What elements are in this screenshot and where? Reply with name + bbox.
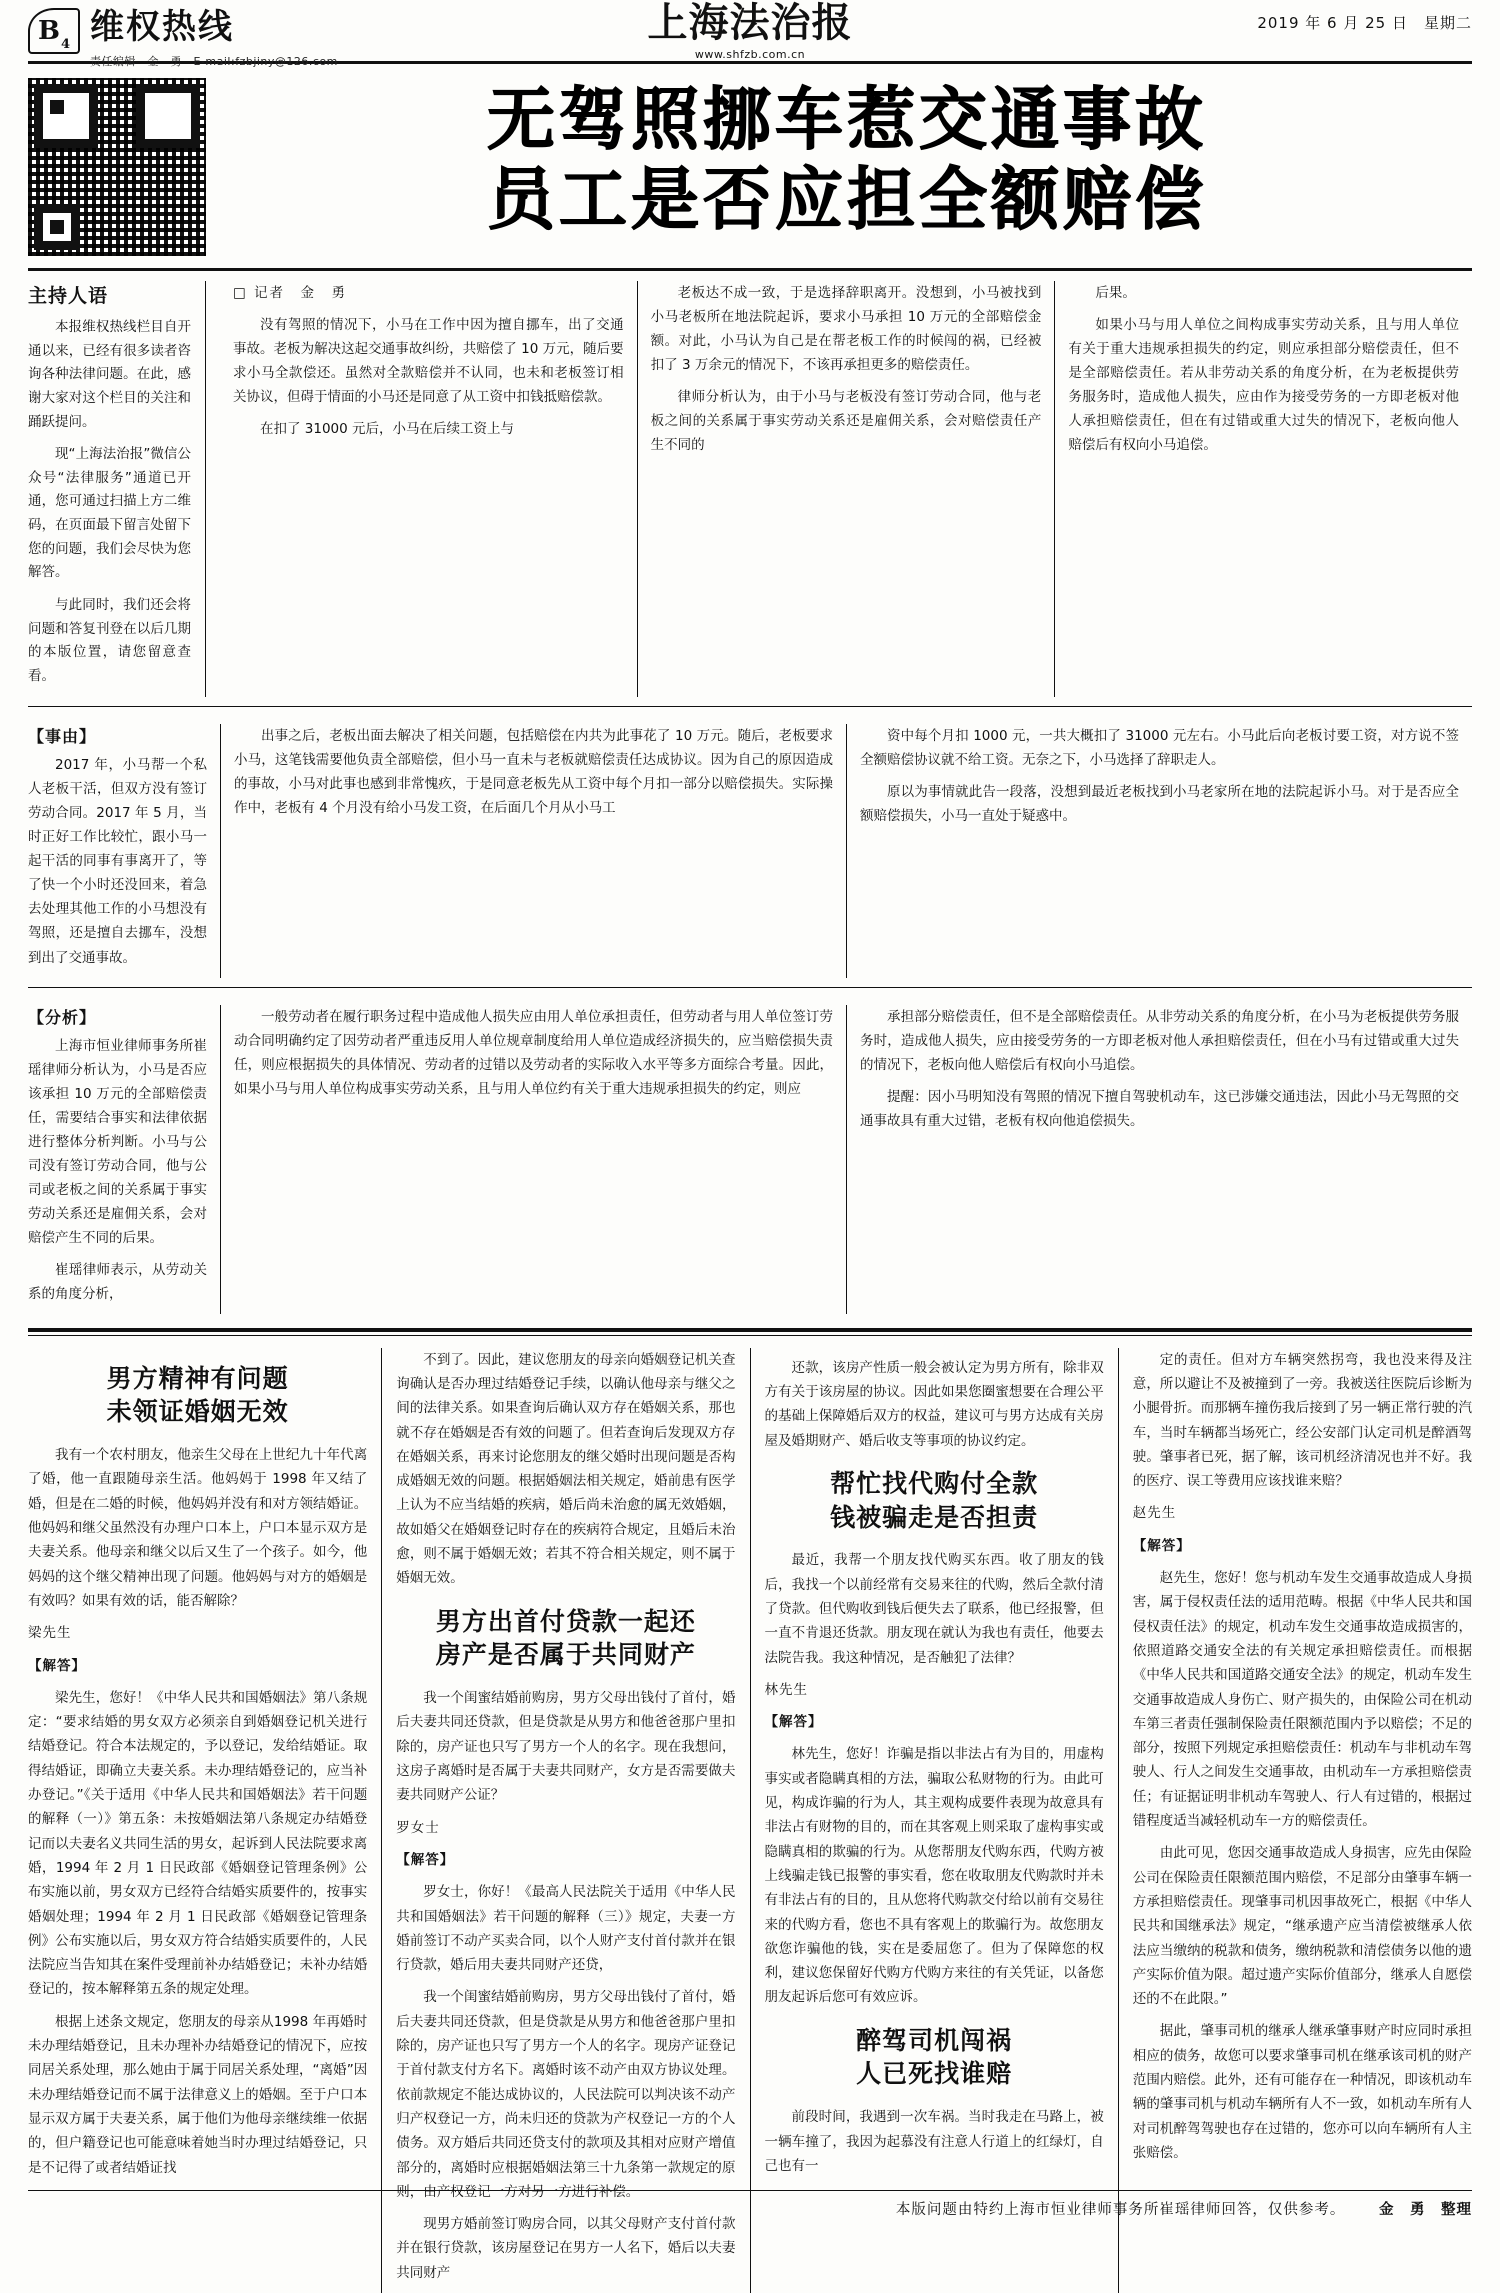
footer-note: 本版问题由特约上海市恒业律师事务所崔瑶律师回答，仅供参考。 <box>895 2202 1346 2218</box>
analysis-paragraph: 提醒：因小马明知没有驾照的情况下擅自驾驶机动车，这已涉嫌交通违法，因此小马无驾照的交通事故具有重大过错，老板有权向他追偿损失。 <box>860 1088 1459 1129</box>
host-column-title: 主持人语 <box>28 285 109 307</box>
qa-answer-label: 【解答】 <box>396 1851 455 1868</box>
divider-under-headline <box>28 268 1472 271</box>
qa-title-line: 醉驾司机闯祸 <box>856 2025 1013 2055</box>
qa-question: 最近，我帮一个朋友找代购买东西。收了朋友的钱后，我找一个以前经常有交易来往的代购，然后全款付清了贷款。但代购收到钱后便失去了联系，他已经报警，但一直不肯退还货款。朋友现在就认为我也有责任，他要去法院告我。我这种情况，是否触犯了法律？ <box>764 1552 1104 1666</box>
qa-question-continued: 定的责任。但对方车辆突然拐弯，我也没来得及注意，所以避让不及被撞到了一旁。我被送往医院后诊断为小腿骨折。而那辆车撞伤我后接到了另一辆正常行驶的汽车，当时车辆都当场死亡，经公安部门认定司机是醉酒驾驶。肇事者已死，据了解，该司机经济清况也并不好。我的医疗、误工等费用应该找谁来赔？ <box>1132 1351 1472 1490</box>
paper-url[interactable]: www.shfzb.com.cn <box>694 48 806 61</box>
headline-line-1: 无驾照挪车惹交通事故 <box>486 80 1207 160</box>
analysis-paragraph: 一般劳动者在履行职务过程中造成他人损失应由用人单位承担责任，但劳动者与用人单位签订劳动合同明确约定了因劳动者严重违反用人单位规章制度给用人单位造成经济损失的，应当赔偿损失责任，则应根据损失的具体情况、劳动者的过错以及劳动者的实际收入水平等多方面综合考量。因此，如果小马与用人单位构成事实劳动关系，且与用人单位约有关于重大违规承担损失的约定，则应 <box>234 1008 833 1097</box>
footer-credit: 金 勇 整理 <box>1379 2202 1472 2218</box>
section-header <box>90 8 338 69</box>
qa-answer: 赵先生，您好！您与机动车发生交通事故造成人身损害，属于侵权责任法的适用范畴。根据《中华人民共和国侵权责任法》的规定，机动车发生交通事故造成损害的，依照道路交通安全法的有关规定承担赔偿责任。而根据《中华人民共和国道路交通安全法》的规定，机动车发生交通事故造成人身伤亡、财产损失的，由保险公司在机动车第三者责任强制保险责任限额范围内予以赔偿；不足的部分，按照下列规定承担赔偿责任：机动车与非机动车驾驶人、行人之间发生交通事故，由机动车一方承担赔偿责任；有证据证明非机动车驾驶人、行人有过错的，根据过错程度适当减轻机动车一方的赔偿责任。 <box>1132 1570 1472 1830</box>
qa-signer: 林先生 <box>764 1681 808 1698</box>
qa-signer: 罗女士 <box>396 1819 440 1836</box>
page-badge-letter: B <box>37 16 60 46</box>
qr-code-icon[interactable] <box>28 78 206 256</box>
host-paragraph: 本报维权热线栏目自开通以来，已经有很多读者咨询各种法律问题。在此，感谢大家对这个栏目的关注和踊跃提问。 <box>28 319 191 430</box>
qa-answer: 我一个闺蜜结婚前购房，男方父母出钱付了首付，婚后夫妻共同还贷款，但是贷款是从男方和他爸爸那户里扣除的，房产证也只写了男方一个人的名字。现房产证登记于首付款支付方名下。离婚时该不动产由双方协议处理。依前款规定不能达成协议的，人民法院可以判决该不动产归产权登记一方，尚未归还的贷款为产权登记一方的个人债务。双方婚后共同还贷支付的款项及其相对应财产增值部分的，离婚时应根据婚姻法第三十九条第一款规定的原则，由产权登记一方对另一方进行补偿。 <box>396 1989 736 2200</box>
case-col-3 <box>846 724 1472 977</box>
footer <box>28 2190 1472 2219</box>
qa-column-1 <box>28 1348 381 2293</box>
qa-question: 我有一个农村朋友，他亲生父母在上世纪九十年代离了婚，他一直跟随母亲生活。他妈妈于 1998 年又结了婚，但是在二婚的时候，他妈妈并没有和对方领结婚证。他妈妈和继父虽然没有办理户口本上，户口本显示双方是夫妻关系。他母亲和继父以后又生了一个孩子。如今，他妈妈的这个继父精神出现了问题。他妈妈与对方的婚姻是有效吗？如果有效的话，能否解除？ <box>28 1447 368 1609</box>
qa-question: 前段时间，我遇到一次车祸。当时我走在马路上，被一辆车撞了，我因为起慕没有注意人行道上的红绿灯，自己也有一 <box>764 2109 1104 2174</box>
host-column <box>28 281 206 697</box>
qa-answer: 梁先生，您好！《中华人民共和国婚姻法》第八条规定：“要求结婚的男女双方必须亲自到婚姻登记机关进行结婚登记。符合本法规定的，予以登记，发给结婚证。取得结婚证，即确立夫妻关系。未办理结婚登记的，应当补办登记。”《关于适用《中华人民共和国婚姻法》若干问题的解释（一）》第五条：未按婚姻法第八条规定办结婚登记而以夫妻名义共同生活的男女，起诉到人民法院要求离婚，1994 年 2 月 1 日民政部《婚姻登记管理条例》公布实施以前，男女双方已经符合结婚实质要件的，按事实婚姻处理；1994 年 2 月 1 日民政部《婚姻登记管理条例》公布实施以后，男女双方符合结婚实质要件的，人民法院应当告知其在案件受理前补办结婚登记；未补办结婚登记的，按本解释第五条的规定处理。 <box>28 1689 368 1998</box>
section-title: 维权热线 <box>90 7 234 47</box>
lead-paragraph: 律师分析认为，由于小马与老板没有签订劳动合同，他与老板之间的关系属于事实劳动关系还是雇佣关系，会对赔偿责任产生不同的 <box>650 389 1042 454</box>
qa-answer-label: 【解答】 <box>28 1657 86 1674</box>
host-paragraph: 与此同时，我们还会将问题和答复刊登在以后几期的本版位置，请您留意查看。 <box>28 596 191 684</box>
analysis-paragraph: 承担部分赔偿责任，但不是全部赔偿责任。从非劳动关系的角度分析，在小马为老板提供劳务服务时，造成他人损失，应由接受劳务的一方即老板对他人承担赔偿责任，但在小马有过错或重大过失的情况下，老板向他人赔偿后有权向小马追偿。 <box>860 1008 1459 1073</box>
lead-paragraph: 在扣了 31000 元后，小马在后续工资上与 <box>260 421 515 438</box>
qa-title-line: 钱被骗走是否担责 <box>830 1502 1039 1532</box>
case-paragraph: 原以为事情就此告一段落，没想到最近老板找到小马老家所在地的法院起诉小马。对于是否应全额赔偿损失，小马一直处于疑惑中。 <box>860 784 1459 825</box>
byline: □ 记者 金 勇 <box>233 285 348 301</box>
qa-answer-continued-text: 还款，该房产性质一般会被认定为男方所有，除非双方有关于该房屋的协议。因此如果您圈蜜想要在合理公平的基础上保障婚后双方的权益，建议可与男方达成有关房屋及婚期财产、婚后收支等事项的协议约定。 <box>764 1359 1104 1449</box>
case-col-2 <box>220 724 846 977</box>
qa-column-2 <box>381 1348 749 2293</box>
lead-paragraph: 如果小马与用人单位之间构成事实劳动关系，且与用人单位有关于重大违规承担损失的约定，则应承担部分赔偿责任，但不是全部赔偿责任。若从非劳动关系的角度分析，在为老板提供劳务服务时，造成他人损失，应由作为接受劳务的一方即老板对他人承担赔偿责任，但在有过错或重大过失的情况下，老板向他人赔偿后有权向小马追偿。 <box>1068 317 1460 454</box>
qa-title-line: 人已死找谁赔 <box>856 2059 1013 2089</box>
qa-title-line: 男方出首付贷款一起还 <box>435 1606 696 1636</box>
qa-answer: 林先生，您好！诈骗是指以非法占有为目的，用虚构事实或者隐瞒真相的方法，骗取公私财物的行为。由此可见，构成诈骗的行为人，其主观构成要件表现为故意具有非法占有财物的目的，而在其客观上则采取了虚构事实或隐瞒真相的欺骗的行为。从您帮朋友代购东西，代购方被上线骗走钱已报警的事实看，您在收取朋友代购款时并未有非法占有的目的，且从您将代购款交付给以前有交易往来的代购方看，您也不具有客观上的欺骗行为。故您朋友欲您诈骗他的钱，实在是委屈您了。但为了保障您的权利，建议您保留好代购方代购方来往的有关凭证，以备您朋友起诉后您可有效应诉。 <box>764 1746 1104 2006</box>
analysis-paragraph: 崔瑶律师表示，从劳动关系的角度分析， <box>28 1261 207 1302</box>
section-editor-line: 责任编辑 金 勇 E-mail:fzbjiny@126.com <box>90 55 338 68</box>
analysis-paragraph: 上海市恒业律师事务所崔瑶律师分析认为，小马是否应该承担 10 万元的全部赔偿责任，需要结合事实和法律依据进行整体分析判断。小马与公司没有签订劳动合同，他与公司或老板之间的关系属于事实劳动关系还是雇佣关系，会对赔偿产生不同的后果。 <box>28 1037 207 1246</box>
lead-article-col-2 <box>637 281 1055 697</box>
analysis-col-1 <box>28 1005 220 1314</box>
qa-answer: 罗女士，你好！《最高人民法院关于适用《中华人民共和国婚姻法》若干问题的解释（三）》规定，夫妻一方婚前签订不动产买卖合同，以个人财产支付首付款并在银行贷款，婚后用夫妻共同财产还贷， <box>396 1884 736 1974</box>
analysis-col-3 <box>846 1005 1472 1314</box>
page-title <box>222 78 1472 256</box>
case-section <box>28 706 1472 977</box>
qa-title-3 <box>765 1467 1104 1535</box>
qa-answer: 根据上述条文规定，您朋友的母亲从1998 年再婚时未办理结婚登记，且未办理补办结婚登记的情况下，应按同居关系处理，那么她由于属于同居关系处理，“离婚”因未办理结婚登记而不属于法律意义上的婚姻。至于户口本显示双方属于夫妻关系，属于他们为他母亲继续维一依据的，但户籍登记也可能意味着她当时办理过结婚登记，只是不记得了或者结婚证找 <box>28 2013 368 2176</box>
headline-row <box>28 78 1472 256</box>
qa-question: 我一个闺蜜结婚前购房，男方父母出钱付了首付，婚后夫妻共同还贷款，但是贷款是从男方和他爸爸那户里扣除的，房产证也只写了男方一个人的名字。现在我想问，这房子离婚时是否属于夫妻共同财产，女方是否需要做夫妻共同财产公证？ <box>396 1690 736 1804</box>
qa-answer: 现男方婚前签订购房合同，以其父母财产支付首付款并在银行贷款，该房屋登记在男方一人名下，婚后以夫妻共同财产 <box>396 2216 736 2281</box>
qa-title-line: 男方精神有问题 <box>106 1363 289 1393</box>
qa-area <box>28 1348 1472 2293</box>
qa-answer: 由此可见，您因交通事故造成人身损害，应先由保险公司在保险责任限额范围内赔偿，不足部分由肇事车辆一方承担赔偿责任。现肇事司机因事故死亡，根据《中华人民共和国继承法》规定，“继承遗产应当清偿被继承人依法应当缴纳的税款和债务，缴纳税款和清偿债务以他的遗产实际价值为限。超过遗产实际价值部分，继承人自愿偿还的不在此限。” <box>1132 1845 1472 2008</box>
qa-column-4 <box>1118 1348 1472 2293</box>
top-article-area <box>28 281 1472 697</box>
headline-line-2: 员工是否应担全额赔偿 <box>486 160 1207 241</box>
analysis-section-label: 【分析】 <box>28 1007 97 1027</box>
page-badge <box>28 8 80 54</box>
paper-masthead <box>648 0 853 61</box>
qa-title-line: 房产是否属于共同财产 <box>435 1640 696 1670</box>
qa-title-line: 帮忙找代购付全款 <box>830 1468 1039 1498</box>
lead-article-col-1 <box>220 281 637 697</box>
lead-paragraph: 后果。 <box>1095 285 1136 301</box>
case-paragraph: 2017 年，小马帮一个私人老板干活，但双方没有签订劳动合同。2017 年 5 月，当时正好工作比较忙，跟小马一起干活的同事有事离开了，等了快一个小时还没回来，着急去处理其他工作的小马想没有驾照，还是擅自去挪车，没想到出了交通事故。 <box>28 757 207 966</box>
qa-title-line: 未领证婚姻无效 <box>106 1397 289 1427</box>
case-paragraph: 出事之后，老板出面去解决了相关问题，包括赔偿在内共为此事花了 10 万元。随后，老板要求小马，这笔钱需要他负责全部赔偿，但小马一直未与老板就赔偿责任达成协议。因为自己的原因造成的事故，小马对此事也感到非常愧疚，于是同意老板先从工资中每个月扣一部分以赔偿损失。实际操作中，老板有 4 个月没有给小马发工资，在后面几个月从小马工 <box>234 728 833 817</box>
lead-paragraph: 老板达不成一致，于是选择辞职离开。没想到，小马被找到小马老板所在地法院起诉，要求小马承担 10 万元的全部赔偿金额。对此，小马认为自己是在帮老板工作的时候闯的祸，已经被扣了 3 万余元的情况下，不该再承担更多的赔偿责任。 <box>650 285 1042 374</box>
host-paragraph: 现“上海法治报”微信公众号“法律服务”通道已开通，您可通过扫描上方二维码，在页面最下留言处留下您的问题，我们会尽快为您解答。 <box>28 446 191 581</box>
paper-name: 上海法治报 <box>647 0 853 46</box>
qa-answer-label: 【解答】 <box>1132 1537 1191 1554</box>
qa-answer-continued: 不到了。因此，建议您朋友的母亲向婚姻登记机关查询确认是否办理过结婚登记手续，以确认他母亲与继父之间的法律关系。如果查询后确认双方存在婚姻关系，那也就不存在婚姻是否有效的问题了。但若查询后发现双方存在婚姻关系，再来讨论您朋友的继父婚时出现问题是否构成婚姻无效的问题。根据婚姻法相关规定，婚前患有医学上认为不应当结婚的疾病，婚后尚未治愈的属无效婚姻，故如婚父在婚姻登记时存在的疾病符合规定，且婚后未治愈，则不属于婚姻无效；若其不符合相关规定，则不属于婚姻无效。 <box>396 1351 736 1587</box>
qa-title-1 <box>28 1362 367 1430</box>
issue-date: 2019 年 6 月 25 日 星期二 <box>1257 14 1472 32</box>
case-paragraph: 资中每个月扣 1000 元，一共大概扣了 31000 元左右。小马此后向老板讨要工资，对方说不签全额赔偿协议就不给工资。无奈之下，小马选择了辞职走人。 <box>860 728 1459 769</box>
qa-signer: 赵先生 <box>1132 1505 1177 1522</box>
masthead <box>28 0 1472 68</box>
qa-column-3 <box>750 1348 1118 2293</box>
case-col-1 <box>28 724 220 977</box>
case-section-label: 【事由】 <box>28 727 97 747</box>
lead-article-col-3 <box>1054 281 1472 697</box>
lead-article-columns <box>206 281 1472 697</box>
divider-mid-page <box>28 1328 1472 1336</box>
qa-title-4 <box>765 2024 1104 2092</box>
analysis-col-2 <box>220 1005 846 1314</box>
analysis-section <box>28 987 1472 1314</box>
qa-answer: 据此，肇事司机的继承人继承肇事财产时应同时承担相应的债务，故您可以要求肇事司机在继承该司机的财产范围内赔偿。此外，还有可能存在一种情况，即该机动车辆的肇事司机与机动车辆所有人不一致，如机动车所有人对司机醉驾驾驶也存在过错的，您亦可以向车辆所有人主张赔偿。 <box>1132 2023 1472 2161</box>
qa-signer: 梁先生 <box>28 1625 72 1642</box>
page-badge-number: 4 <box>60 37 71 52</box>
qa-title-2 <box>396 1605 735 1673</box>
lead-paragraph: 没有驾照的情况下，小马在工作中因为擅自挪车，出了交通事故。老板为解决这起交通事故纠纷，共赔偿了 10 万元，随后要求小马全款偿还。虽然对全款赔偿并不认同，也未和老板签订相关协议，但碍于情面的小马还是同意了从工资中扣钱抵赔偿款。 <box>233 317 624 406</box>
qa-answer-label: 【解答】 <box>764 1714 823 1731</box>
